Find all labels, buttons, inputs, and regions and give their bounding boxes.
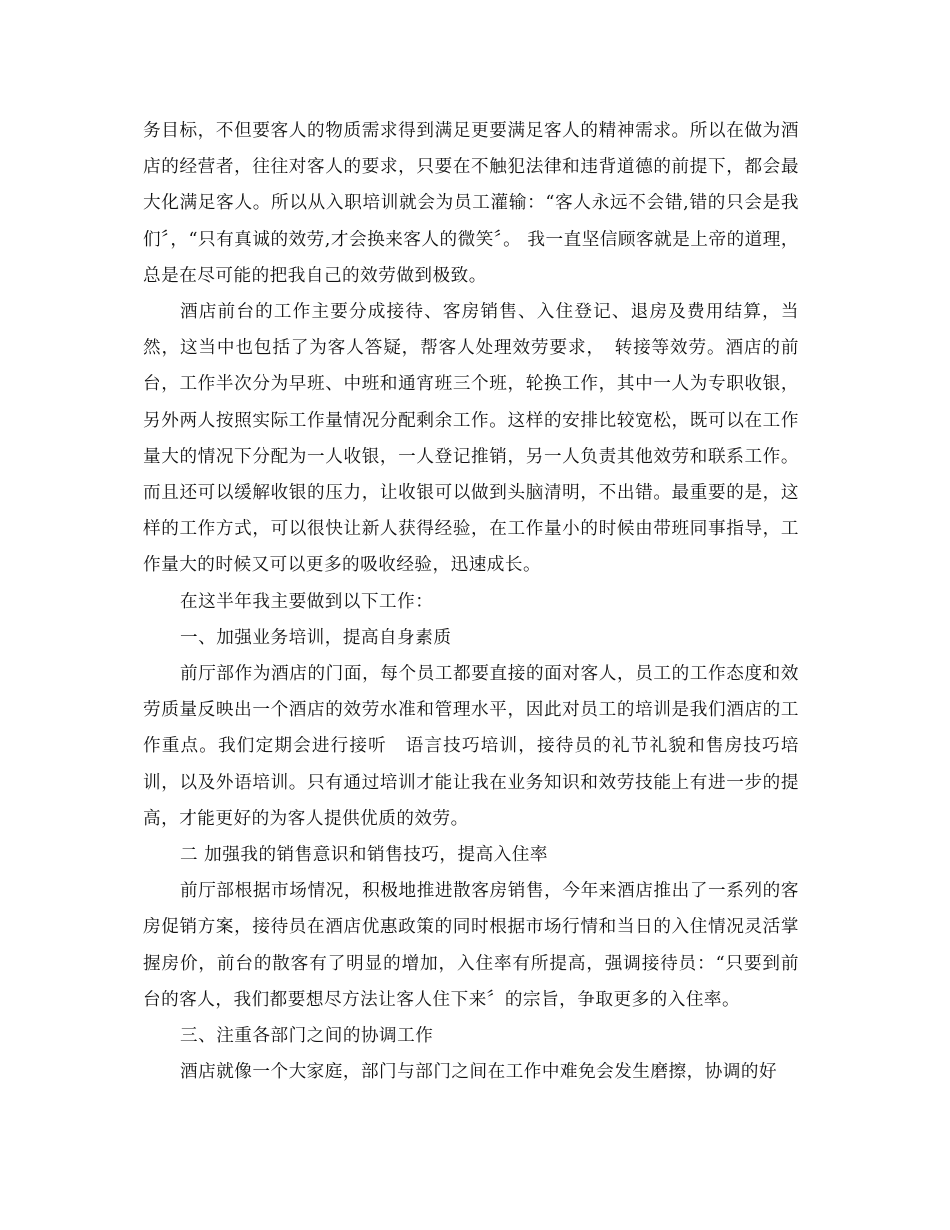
paragraph-half-year-intro: 在这半年我主要做到以下工作：: [180, 591, 434, 612]
paragraph-training: 前厅部作为酒店的门面，每个员工都要直接的面对客人，员工的工作态度和效劳质量反映出一个酒店的效劳水准和管理水平，因此对员工的培训是我们酒店的工作重点。我们定期会进行接听 语言技巧培训，接待员的礼节礼貌和售房技巧培训，以及外语培训。只有通过培训才能让我在业务知识和效劳技能上有进一步的提高，才能更好的为客人提供优质的效劳。: [143, 664, 799, 829]
paragraph-continuation: 务目标，不但要客人的物质需求得到满足更要满足客人的精神需求。所以在做为酒店的经营者，往往对客人的要求，只要在不触犯法律和违背道德的前提下，都会最大化满足客人。所以从入职培训就会为员工灌输：“客人永远不会错,错的只会是我们〞，“只有真诚的效劳,才会换来客人的微笑〞。 我一直坚信顾客就是上帝的道理，总是在尽可能的把我自己的效劳做到极致。: [143, 121, 799, 286]
section-heading-coordination: 三、注重各部门之间的协调工作: [180, 1026, 434, 1047]
section-heading-sales: 二 加强我的销售意识和销售技巧，提高入住率: [180, 845, 548, 866]
paragraph-front-desk-duties: 酒店前台的工作主要分成接待、客房销售、入住登记、退房及费用结算，当然，这当中也包括了为客人答疑，帮客人处理效劳要求， 转接等效劳。酒店的前台，工作半次分为早班、中班和通宵班三个班，轮换工作，其中一人为专职收银，另外两人按照实际工作量情况分配剩余工作。这样的安排比较宽松，既可以在工作量大的情况下分配为一人收银，一人登记推销，另一人负责其他效劳和联系工作。而且还可以缓解收银的压力，让收银可以做到头脑清明，不出错。最重要的是，这样的工作方式，可以很快让新人获得经验，在工作量小的时候由带班同事指导，工作量大的时候又可以更多的吸收经验，迅速成长。: [143, 302, 799, 576]
paragraph-coordination: 酒店就像一个大家庭，部门与部门之间在工作中难免会发生磨擦，协调的好: [180, 1062, 778, 1083]
document-body: [143, 113, 799, 1090]
section-heading-training: 一、加强业务培训，提高自身素质: [180, 627, 452, 648]
paragraph-sales: 前厅部根据市场情况，积极地推进散客房销售，今年来酒店推出了一系列的客房促销方案，接待员在酒店优惠政策的同时根据市场行情和当日的入住情况灵活掌握房价，前台的散客有了明显的增加，入住率有所提高，强调接待员：“只要到前台的客人，我们都要想尽方法让客人住下来〞的宗旨，争取更多的入住率。: [143, 881, 799, 1010]
